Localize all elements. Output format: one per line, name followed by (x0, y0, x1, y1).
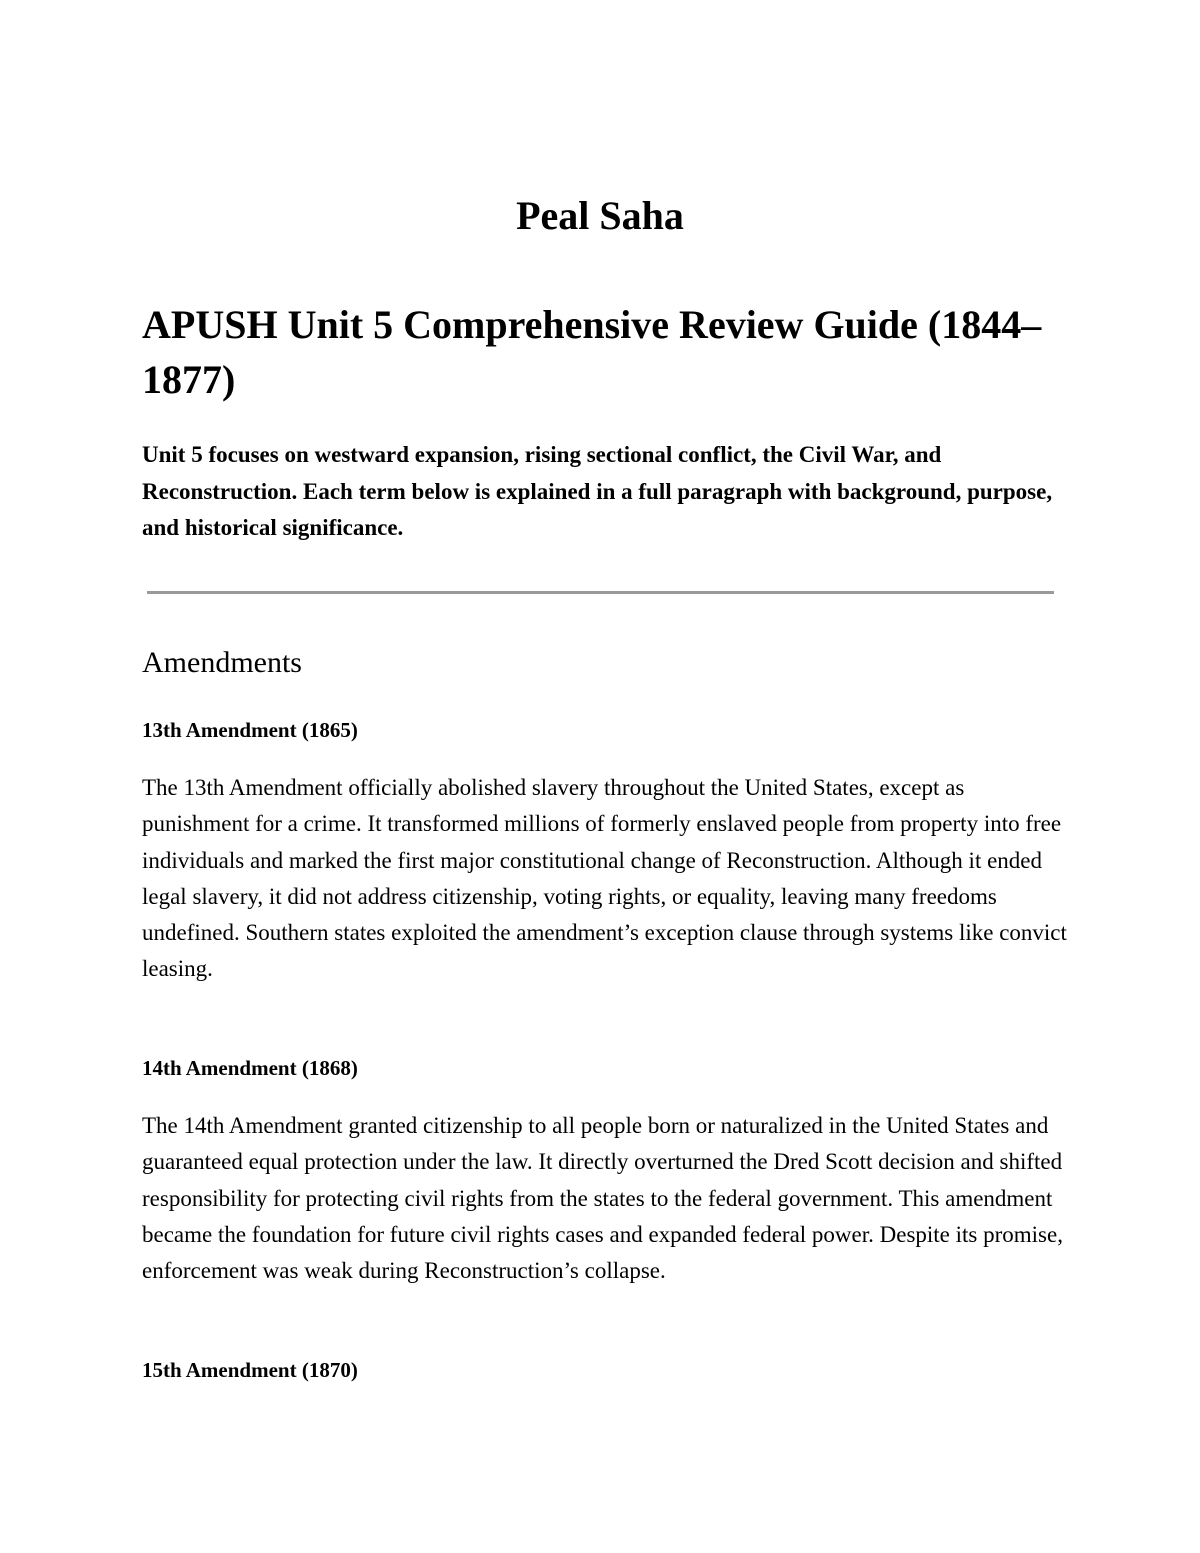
term-heading-15th-amendment: 15th Amendment (1870) (142, 1358, 358, 1382)
term-heading-13th-amendment: 13th Amendment (1865) (142, 718, 358, 742)
horizontal-divider (147, 591, 1054, 594)
author-name: Peal Saha (516, 193, 684, 238)
intro-paragraph: Unit 5 focuses on westward expansion, rising sectional conflict, the Civil War, and Reconstruction. Each term below is explained in a full paragraph with background, purpose, and historical significance. (142, 442, 1053, 540)
document-title: APUSH Unit 5 Comprehensive Review Guide (1844–1877) (142, 302, 1042, 402)
term-heading-14th-amendment: 14th Amendment (1868) (142, 1056, 358, 1080)
section-heading-amendments: Amendments (142, 646, 302, 679)
term-body-14th-amendment: The 14th Amendment granted citizenship to all people born or naturalized in the United States and guaranteed equal protection under the law. It directly overturned the Dred Scott decision and shifted responsibility for protecting civil rights from the states to the federal government. This amendment became the foundation for future civil rights cases and expanded federal power. Despite its promise, enforcement was weak during Reconstruction’s collapse. (142, 1113, 1063, 1284)
term-body-13th-amendment: The 13th Amendment officially abolished slavery throughout the United States, except as punishment for a crime. It transformed millions of formerly enslaved people from property into free individuals and marked the first major constitutional change of Reconstruction. Although it ended legal slavery, it did not address citizenship, voting rights, or equality, leaving many freedoms undefined. Southern states exploited the amendment’s exception clause through systems like convict leasing. (142, 775, 1067, 982)
